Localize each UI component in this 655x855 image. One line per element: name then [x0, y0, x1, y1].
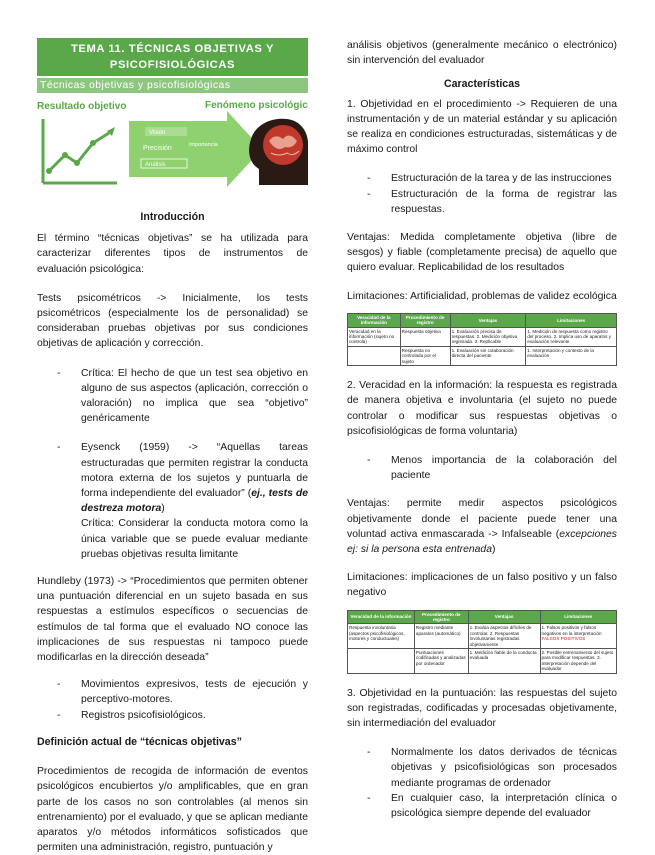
limitations-1: Limitaciones: Artificialidad, problemas de validez ecológica: [347, 290, 617, 302]
eysenck-list: [37, 440, 308, 562]
table-header: Veracidad de la información: [348, 313, 401, 327]
arrow-word-3: Análisis: [145, 162, 166, 168]
list-item: - Menos importancia de la colaboración del paciente: [391, 453, 617, 483]
table-1: [347, 313, 617, 366]
table-cell: Registro mediante aparatos (automático): [414, 624, 468, 649]
right-column: [347, 38, 617, 821]
list-item: - En cualquier caso, la interpretación clínica o psicológica siempre depende del evaluador: [391, 791, 617, 821]
table-cell: 1. Falsos positivos y falsos negativos en la interpretación FALSOS POSITIVOS: [540, 624, 616, 649]
characteristics-heading: Características: [444, 78, 520, 91]
table-cell: 1. Evaluación sin colaboración directa del paciente: [450, 346, 526, 365]
table-header: Procedimiento de registro: [414, 610, 468, 624]
table-cell: 2. Posible entrenamiento del sujeto para modificar respuestas. 3. Interpretación depende del evaluador: [540, 648, 616, 673]
eysenck-critique: Crítica: Considerar la conducta motora como la única variable que se puede evaluar mediante pruebas objetivas resulta limitante: [81, 518, 308, 560]
table-cell: Respuesta no controlada por el sujeto: [400, 346, 450, 365]
char1-paragraph: 1. Objetividad en el procedimiento -> Requieren de una instrumentación y de un material estándar y su aplicación se realiza en condiciones estructuradas, sistemáticas y de máximo control: [347, 98, 617, 156]
psychometric-paragraph: Tests psicométricos -> Inicialmente, los tests psicométricos (especialmente los de personalidad) se consideraban pruebas objetivas por sus condiciones objetivas de aplicación y corrección.: [37, 292, 308, 350]
table-header: Ventajas: [450, 313, 526, 327]
list-item: - Estructuración de la tarea y de las instrucciones: [391, 171, 617, 186]
char2-paragraph: 2. Veracidad en la información: la respuesta es registrada de manera objetiva e involuntaria (el sujeto no puede controlar o modificar sus respuestas objetivas o psicofisiológicas de forma voluntaria): [347, 380, 617, 437]
list-item: - Registros psicofisiológicos.: [81, 708, 308, 723]
limitations-2: Limitaciones: implicaciones de un falso positivo y un falso negativo: [347, 572, 617, 599]
table-header: Ventajas: [468, 610, 540, 624]
hundleby-paragraph: Hundleby (1973) -> “Procedimientos que permiten obtener una puntuación diferencial en un sujeto basada en sus respuestas a estímulos específicos o secuencias de estímulos de tal forma que el evaluado NO conoce las implicaciones de sus respuestas ni tampoco puede modificarlas en la dirección deseada”: [37, 576, 308, 664]
table-cell: [348, 648, 415, 673]
eysenck-example: ej., tests de destreza motora: [81, 488, 308, 515]
definition-paragraph: Procedimientos de recogida de información de eventos psicológicos encubiertos y/o amplificables, que en gran parte de los casos no son controlables (al menos sin entrenamiento) por el evaluado, y que se aplican mediante aparatos y/o métodos informáticos sofisticados que permiten una administración, registro, puntuación y: [37, 766, 308, 854]
definition-heading: Definición actual de “técnicas objetivas”: [37, 735, 242, 748]
page-title: TEMA 11. TÉCNICAS OBJETIVAS Y PSICOFISIOLÓGICAS: [37, 38, 308, 76]
table-cell: Respuesta involuntaria (aspectos psicofisiológicos, motores y conductuales): [348, 624, 415, 649]
eysenck-text: Eysenck (1959) -> “Aquellas tareas estructuradas que permiten registrar la conducta motora externa de los sujetos y puntuarla de forma independiente del evaluador” (: [81, 442, 308, 500]
chart-icon: [43, 119, 117, 183]
table-header-row: [348, 610, 617, 624]
arrow-graphic: [129, 111, 262, 187]
continued-paragraph: análisis objetivos (generalmente mecánico o electrónico) sin intervención del evaluador: [347, 40, 617, 67]
table-row: [348, 648, 617, 673]
table-cell: 1. Evaluación precisa de respuestas. 2. Medición objetiva registrada. 3. Replicable: [450, 327, 526, 346]
table-cell: Puntuaciones codificadas y analizadas por ordenador: [414, 648, 468, 673]
list-item: - Movimientos expresivos, tests de ejecución y perceptivo-motores.: [81, 677, 308, 707]
char3-list: [347, 745, 617, 821]
critique-list: [37, 366, 308, 427]
section-subtitle: Técnicas objetivas y psicofisiológicas: [37, 78, 308, 93]
table-header: Limitaciones: [526, 313, 617, 327]
intro-heading: Introducción: [140, 211, 205, 223]
head-icon: [249, 119, 308, 185]
table-cell: 1. Medición de respuesta como registro del proceso. 2. Implica uso de aparatos y evaluación relevante: [526, 327, 617, 346]
table-cell: 1. Medición fiable de la conducta evaluada: [468, 648, 540, 673]
table-row: [348, 327, 617, 346]
table-cell: [348, 346, 401, 365]
table-cell: 1. Interpretación y contexto de la evaluación: [526, 346, 617, 365]
table-header: Limitaciones: [540, 610, 616, 624]
list-item: - Normalmente los datos derivados de técnicas objetivas y psicofisiológicas son procesados mediante programas de ordenador: [391, 745, 617, 791]
eysenck-close: ): [161, 503, 165, 515]
table-row: [348, 624, 617, 649]
arrow-word-2: Precisión: [143, 145, 172, 152]
char2-list: [347, 453, 617, 483]
hundleby-list: [37, 677, 308, 723]
table-2: [347, 610, 617, 674]
illustration: [37, 97, 308, 191]
char1-list: [347, 171, 617, 217]
table-cell: Veracidad en la información (sujeto no controla): [348, 327, 401, 346]
result-label: Resultado objetivo: [37, 101, 127, 112]
arrow-word-mid: Importancia: [189, 142, 218, 148]
table-header: Veracidad de la información: [348, 610, 415, 624]
intro-paragraph: El término “técnicas objetivas” se ha utilizada para caracterizar diferentes tipos de instrumentos de evaluación psicológica:: [37, 233, 308, 275]
table-cell: 1. Evalúa aspectos difíciles de controlar. 2. Respuestas involuntarias registradas objetivamente: [468, 624, 540, 649]
advantages-2: Ventajas: permite medir aspectos psicológicos objetivamente donde el paciente puede tener una voluntad activa enmascarada -> Infalseable (excepciones ej: si la persona esta entrenada): [347, 498, 617, 555]
table-header-row: [348, 313, 617, 327]
table-row: [348, 346, 617, 365]
list-item: - Crítica: El hecho de que un test sea objetivo en alguno de sus aspectos (aplicación, corrección o valoración) no implica que sea “objetivo” genéricamente: [81, 366, 308, 427]
left-column: [37, 38, 308, 855]
table-header: Procedimiento de registro: [400, 313, 450, 327]
phenomenon-label: Fenómeno psicológico: [205, 100, 308, 111]
illustration-graphic: [37, 97, 308, 191]
highlight-text: FALSOS POSITIVOS: [541, 636, 586, 642]
list-item: [81, 440, 308, 516]
char3-paragraph: 3. Objetividad en la puntuación: las respuestas del sujeto son registradas, codificadas y procesadas objetivamente, sin intermediación del evaluador: [347, 687, 617, 729]
advantages-1: Ventajas: Medida completamente objetiva (libre de sesgos) y fiable (completamente precisa) de aquello que quiero evaluar. Replicabilidad de los resultados: [347, 232, 617, 274]
list-item: - Estructuración de la forma de registrar las respuestas.: [391, 187, 617, 217]
arrow-word-1: Visión: [149, 130, 166, 136]
table-cell: Respuesta objetiva: [400, 327, 450, 346]
